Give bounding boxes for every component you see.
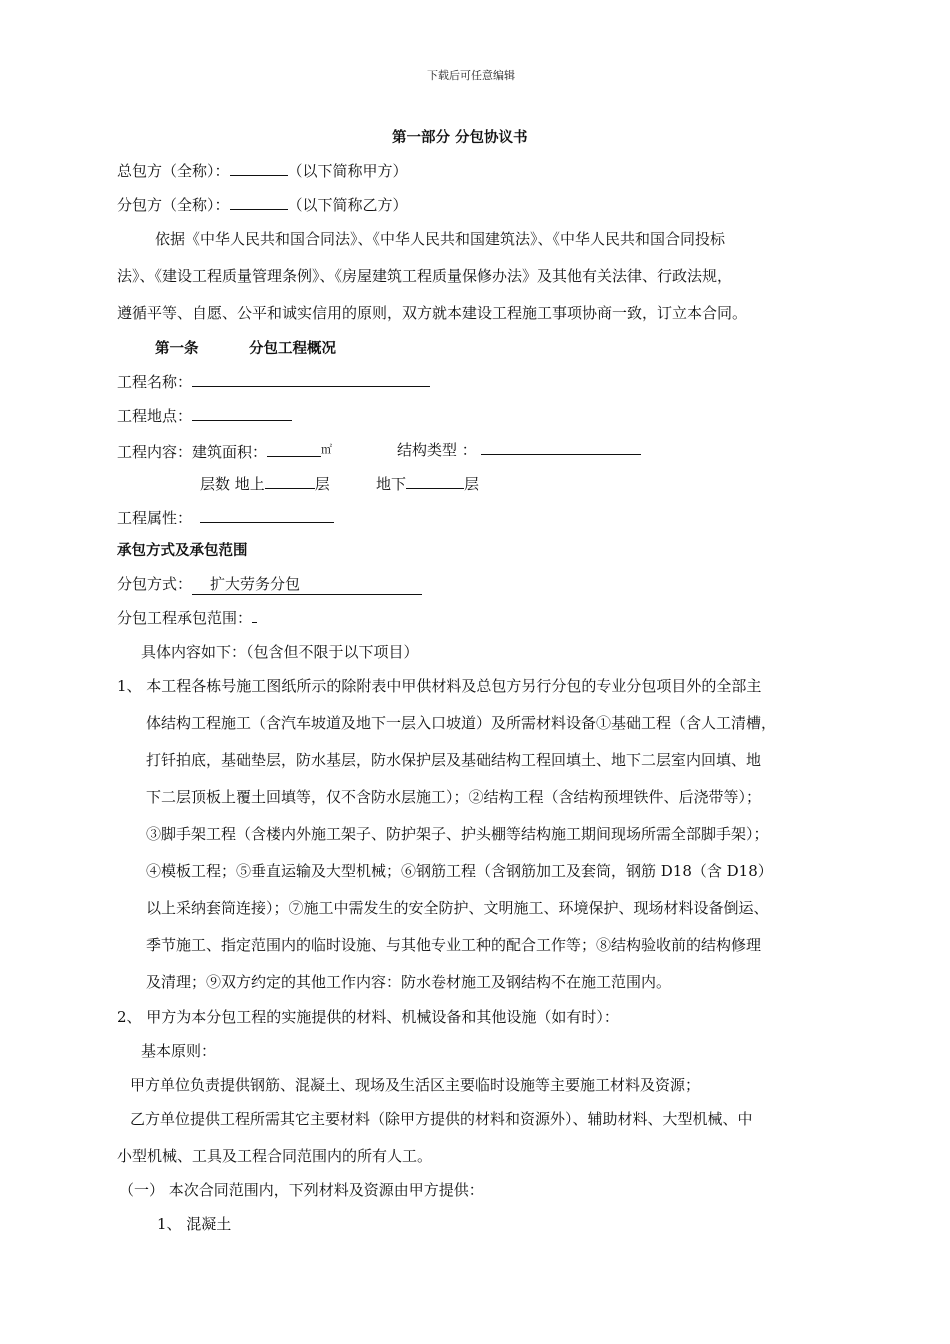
sub-scope-line bbox=[117, 608, 257, 628]
project-content-line bbox=[117, 440, 332, 462]
floors-below-blank[interactable] bbox=[406, 474, 464, 489]
area-blank[interactable] bbox=[267, 442, 321, 457]
floors-below-label: 地下 bbox=[376, 475, 407, 493]
principle-a: 甲方单位负责提供钢筋、混凝土、现场及生活区主要临时设施等主要施工材料及资源； bbox=[130, 1076, 701, 1094]
item1-line-3: 打钎拍底，基础垫层，防水基层，防水保护层及基础结构工程回填土、地下二层室内回填、地 bbox=[146, 751, 762, 769]
item2-line: 2、 甲方为本分包工程的实施提供的材料、机械设备和其他设施（如有时）： bbox=[117, 1008, 619, 1026]
item1-line-6: ④模板工程；⑤垂直运输及大型机械；⑥钢筋工程（含钢筋加工及套筒，钢筋 D18（含 D18） bbox=[146, 862, 773, 880]
intro-line-1: 依据《中华人民共和国合同法》、《中华人民共和国建筑法》、《中华人民共和国合同投标 bbox=[155, 230, 726, 248]
project-attr-line bbox=[117, 508, 334, 528]
item1-line-5: ③脚手架工程（含楼内外施工架子、防护架子、护头棚等结构施工期间现场所需全部脚手架）； bbox=[146, 825, 769, 843]
floors-below-unit: 层 bbox=[464, 475, 480, 493]
party-a-line bbox=[117, 161, 408, 181]
floors-line bbox=[200, 474, 330, 494]
principles-label: 基本原则： bbox=[141, 1042, 217, 1060]
project-location-line bbox=[117, 406, 292, 426]
intro-line-2: 法》、《建设工程质量管理条例》、《房屋建筑工程质量保修办法》及其他有关法律、行政法规， bbox=[117, 267, 733, 285]
party-a-suffix: （以下简称甲方） bbox=[287, 162, 408, 180]
party-a-blank[interactable] bbox=[230, 161, 288, 176]
sub-method-value[interactable]: 扩大劳务分包 bbox=[192, 574, 422, 595]
sub-method-line bbox=[117, 574, 422, 595]
principle-b-line-2: 小型机械、工具及工程合同范围内的所有人工。 bbox=[117, 1147, 433, 1165]
project-content-label: 工程内容：建筑面积： bbox=[117, 443, 268, 461]
project-location-blank[interactable] bbox=[192, 406, 292, 421]
article1-title: 分包工程概况 bbox=[249, 341, 336, 357]
sub-item-1: 1、 混凝土 bbox=[157, 1215, 232, 1233]
document-title: 第一部分 分包协议书 bbox=[392, 130, 528, 146]
floors-above-unit: 层 bbox=[314, 475, 330, 493]
floors-above-blank[interactable] bbox=[265, 474, 315, 489]
floors-above-label: 层数 地上 bbox=[200, 475, 265, 493]
intro-line-3: 遵循平等、自愿、公平和诚实信用的原则，双方就本建设工程施工事项协商一致，订立本合同。 bbox=[117, 304, 748, 322]
project-name-label: 工程名称： bbox=[117, 373, 193, 391]
project-name-line bbox=[117, 372, 430, 392]
item1-line-8: 季节施工、指定范围内的临时设施、与其他专业工种的配合工作等；⑧结构验收前的结构修理 bbox=[146, 936, 762, 954]
area-unit: ㎡ bbox=[321, 443, 333, 456]
item1-line-7: 以上采纳套筒连接）；⑦施工中需发生的安全防护、文明施工、环境保护、现场材料设备倒运、 bbox=[146, 899, 769, 917]
structure-type-line bbox=[397, 440, 641, 460]
sub-method-label: 分包方式： bbox=[117, 575, 193, 593]
party-b-line bbox=[117, 195, 408, 215]
scope-heading: 承包方式及承包范围 bbox=[117, 543, 248, 559]
party-b-blank[interactable] bbox=[230, 195, 288, 210]
party-a-label: 总包方（全称）： bbox=[117, 162, 230, 180]
party-b-suffix: （以下简称乙方） bbox=[287, 196, 408, 214]
item1-line-1: 1、 本工程各栋号施工图纸所示的除附表中甲供材料及总包方另行分包的专业分包项目外的全部主 bbox=[117, 677, 762, 695]
item1-line-4: 下二层顶板上覆土回填等，仅不含防水层施工）；②结构工程（含结构预埋铁件、后浇带等）； bbox=[146, 788, 762, 806]
project-attr-label: 工程属性： bbox=[117, 509, 193, 527]
project-location-label: 工程地点： bbox=[117, 407, 193, 425]
sub-scope-label: 分包工程承包范围： bbox=[117, 609, 253, 627]
header-note: 下载后可任意编辑 bbox=[427, 69, 515, 82]
principle-b-line-1: 乙方单位提供工程所需其它主要材料（除甲方提供的材料和资源外）、辅助材料、大型机械、中 bbox=[130, 1110, 753, 1128]
structure-type-label: 结构类型 ： bbox=[397, 441, 477, 459]
item1-line-2: 体结构工程施工（含汽车坡道及地下一层入口坡道）及所需材料设备①基础工程（含人工清槽， bbox=[146, 714, 777, 732]
article1-number: 第一条 bbox=[155, 341, 199, 357]
project-attr-blank[interactable] bbox=[200, 508, 334, 523]
party-b-label: 分包方（全称）： bbox=[117, 196, 230, 214]
sub-scope-blank[interactable] bbox=[252, 608, 257, 623]
item1-line-9: 及清理；⑨双方约定的其他工作内容：防水卷材施工及钢结构不在施工范围内。 bbox=[146, 973, 672, 991]
structure-type-blank[interactable] bbox=[481, 440, 641, 455]
details-intro: 具体内容如下：（包含但不限于以下项目） bbox=[141, 643, 419, 661]
floors-below-line bbox=[376, 474, 479, 494]
section-1-heading: （一） 本次合同范围内，下列材料及资源由甲方提供： bbox=[119, 1181, 484, 1199]
project-name-blank[interactable] bbox=[192, 372, 430, 387]
